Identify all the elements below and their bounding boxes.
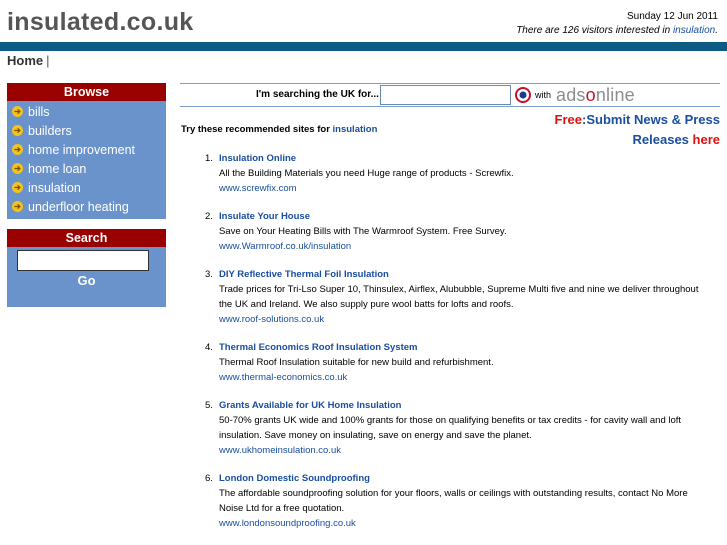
browse-item-builders[interactable] xyxy=(7,121,166,140)
browse-item-insulation[interactable] xyxy=(7,178,166,197)
browse-item-label: home improvement xyxy=(28,142,135,157)
result-description: The affordable soundproofing solution for your floors, walls or ceilings with outstanding results, contact No More Noise Ltd for a free quotation. xyxy=(219,488,688,514)
breadcrumb-home-link[interactable]: Home xyxy=(7,53,44,68)
search-input[interactable] xyxy=(17,250,149,271)
visitor-keyword-link[interactable]: insulation xyxy=(672,25,716,36)
result-url-link[interactable]: www.londonsoundproofing.co.uk xyxy=(219,518,356,529)
promo-here-link[interactable]: here xyxy=(692,132,720,147)
ads-search-input[interactable] xyxy=(380,85,511,105)
result-item xyxy=(205,209,710,267)
result-url-link[interactable]: www.thermal-economics.co.uk xyxy=(219,372,348,383)
arrow-bullet-icon: ➔ xyxy=(12,125,23,136)
result-item xyxy=(205,267,710,340)
result-url-link[interactable]: www.ukhomeinsulation.co.uk xyxy=(219,445,341,456)
arrow-bullet-icon: ➔ xyxy=(12,144,23,155)
result-url-link[interactable]: www.roof-solutions.co.uk xyxy=(219,314,325,325)
browse-item-underfloor-heating[interactable] xyxy=(7,197,166,216)
browse-item-label: home loan xyxy=(28,161,87,176)
browse-item-home-improvement[interactable] xyxy=(7,140,166,159)
result-title-link[interactable]: DIY Reflective Thermal Foil Insulation xyxy=(219,269,389,280)
result-number: 3. xyxy=(205,269,213,280)
arrow-bullet-icon: ➔ xyxy=(12,106,23,117)
with-text: with xyxy=(535,90,552,100)
visitor-count xyxy=(516,25,718,36)
result-title-link[interactable]: Thermal Economics Roof Insulation System xyxy=(219,342,418,353)
browse-list xyxy=(7,101,166,219)
ads-search-label: I'm searching the UK for... xyxy=(256,89,379,100)
logo-part-end: nline xyxy=(595,85,635,105)
result-title-link[interactable]: Grants Available for UK Home Insulation xyxy=(219,400,402,411)
result-item xyxy=(205,471,710,531)
current-date: Sunday 12 Jun 2011 xyxy=(626,11,718,22)
browse-item-label: builders xyxy=(28,123,72,138)
result-item xyxy=(205,398,710,471)
result-description: Save on Your Heating Bills with The Warmroof System. Free Survey. xyxy=(219,226,507,237)
result-description: Thermal Roof Insulation suitable for new build and refurbishment. xyxy=(219,357,494,368)
browse-title: Browse xyxy=(7,83,166,101)
result-title-link[interactable]: Insulation Online xyxy=(219,153,297,164)
browse-item-home-loan[interactable] xyxy=(7,159,166,178)
top-bar xyxy=(0,42,727,51)
adsonline-logo xyxy=(556,85,635,106)
arrow-bullet-icon: ➔ xyxy=(12,163,23,174)
logo-part: ads xyxy=(556,85,586,105)
result-number: 2. xyxy=(205,211,213,222)
results-list xyxy=(205,151,710,531)
result-number: 5. xyxy=(205,400,213,411)
target-icon[interactable] xyxy=(515,87,531,108)
recommend-prefix: Try these recommended sites for xyxy=(181,124,333,135)
search-title: Search xyxy=(7,229,166,247)
breadcrumb-separator: | xyxy=(46,53,50,68)
logo-o: o xyxy=(585,85,596,105)
search-panel xyxy=(7,229,166,307)
result-number: 6. xyxy=(205,473,213,484)
result-title-link[interactable]: London Domestic Soundproofing xyxy=(219,473,370,484)
site-title[interactable]: insulated.co.uk xyxy=(7,8,194,36)
result-number: 1. xyxy=(205,153,213,164)
promo-submit-news[interactable] xyxy=(530,110,720,150)
arrow-bullet-icon: ➔ xyxy=(12,201,23,212)
browse-item-bills[interactable] xyxy=(7,102,166,121)
result-item xyxy=(205,151,710,209)
recommend-keyword: insulation xyxy=(332,124,378,135)
result-description: All the Building Materials you need Huge range of products - Screwfix. xyxy=(219,168,514,179)
result-url-link[interactable]: www.screwfix.com xyxy=(219,183,297,194)
result-description: 50-70% grants UK wide and 100% grants for those on qualifying benefits or tax credits - for cavity wall and loft insulation. Save money on insulating, save on energy and save the planet. xyxy=(219,415,682,441)
result-title-link[interactable]: Insulate Your House xyxy=(219,211,310,222)
go-button[interactable]: Go xyxy=(77,273,96,288)
search-body xyxy=(7,247,166,307)
browse-panel xyxy=(7,83,166,219)
recommend-heading xyxy=(181,124,377,135)
breadcrumb xyxy=(7,53,50,68)
browse-item-label: insulation xyxy=(28,180,81,195)
promo-text: :Submit News & Press Releases xyxy=(582,112,720,147)
promo-free: Free xyxy=(554,112,582,127)
result-item xyxy=(205,340,710,398)
browse-item-label: bills xyxy=(28,104,50,119)
browse-item-label: underfloor heating xyxy=(28,199,129,214)
arrow-bullet-icon: ➔ xyxy=(12,182,23,193)
visitor-text: There are 126 visitors interested in xyxy=(516,25,673,36)
ads-search-bar xyxy=(180,83,720,107)
result-number: 4. xyxy=(205,342,213,353)
result-description: Trade prices for Tri-Lso Super 10, Thinsulex, Airflex, Alububble, Supreme Multi five and nine we deliver throughout the UK and Ireland. We also supply pure wool batts for lofts and roofs. xyxy=(219,284,699,310)
result-url-link[interactable]: www.Warmroof.co.uk/insulation xyxy=(219,241,352,252)
visitor-text-end: . xyxy=(715,25,718,36)
